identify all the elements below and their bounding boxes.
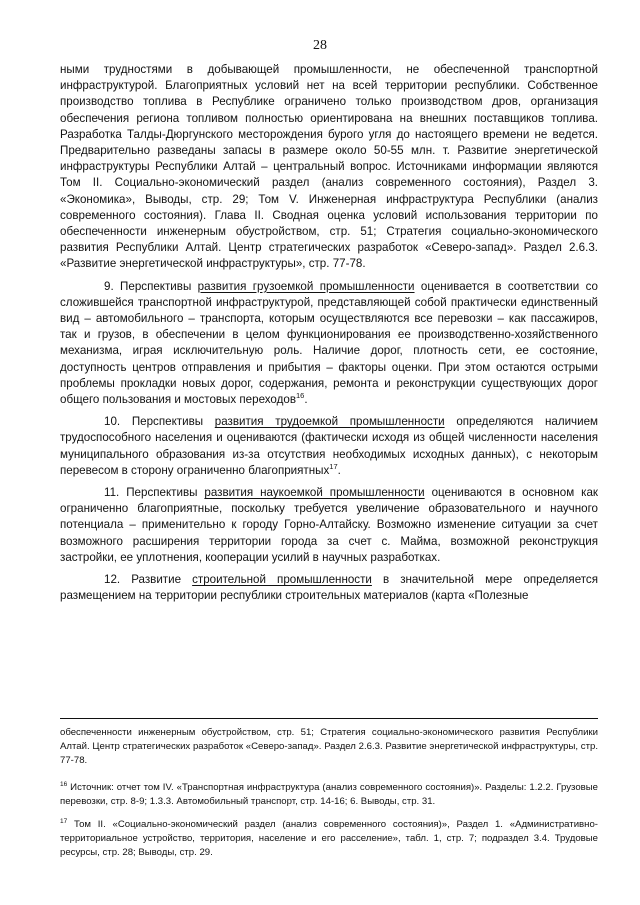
paragraph-12 bbox=[60, 572, 598, 604]
paragraph-text: ными трудностями в добывающей промышленности, не обеспеченной транспортной инфраструктурой. Благоприятных условий нет на всей территории республики. Собственное производство топлива в Республике ограничено только производством дров, организация обеспечения региона топливом полностью ориентирована на внешних поставщиков топлива. Разработка Талды-Дюргунского месторождения бурого угля до настоящего времени не ведется. Предварительно разведаны запасы в размере около 50-55 млн. т. Развитие энергетической инфраструктуры Республики Алтай – центральный вопрос. Источниками информации являются Том II. Социально-экономический раздел (анализ современного состояния), Раздел 3. «Экономика», Выводы, стр. 29; Том V. Инженерная инфраструктура Республики (анализ современного состояния). Глава II. Сводная оценка условий использования территории по обеспеченности инженерным обустройством, стр. 51; Стратегия социально-экономического развития Республики Алтай. Центр стратегических разработок «Северо-запад». Раздел 2.6.3. «Развитие энергетической инфраструктуры», стр. 77-78. bbox=[60, 63, 598, 271]
paragraph-text: оценивается в соответствии со сложившейся транспортной инфраструктурой, представляющей собой практически единственный вид – автомобильного – транспорта, которым осуществляются все перевозки – как пассажиров, так и грузов, в обеспечении в целом функционирования ее производственно-хозяйственного механизма, играя исключительную роль. Наличие дорог, плотность сети, ее состояние, доступность центров отправления и прибытия – факторы оценки. При этом остаются острыми проблемы прокладки новых дорог, содержания, ремонта и реконструкции существующих дорог общего пользования и мостовых переходов bbox=[60, 279, 598, 407]
main-text bbox=[60, 62, 598, 611]
footnote-divider bbox=[60, 718, 598, 719]
underlined-term: строительной промышленности bbox=[192, 573, 372, 587]
paragraph-11 bbox=[60, 485, 598, 566]
paragraph-lead: 9. Перспективы bbox=[104, 279, 198, 293]
paragraph-end: . bbox=[337, 463, 341, 477]
paragraph-lead: 10. Перспективы bbox=[104, 415, 215, 429]
paragraph-text: определяются наличием трудоспособного населения и оцениваются (фактически исходя из общей численности населения муниципального образования из-за отсутствия необходимых исходных данных), с некоторым перевесом в сторону ограниченно благоприятных bbox=[60, 415, 598, 477]
footnote-text: Том II. «Социально-экономический раздел (анализ современного состояния)», Раздел 1. «Административно-территориальное устройство, территория, население и его расселение», табл. 1, стр. 7; подраздел 3.4. Трудовые ресурсы, стр. 28; Выводы, стр. 29. bbox=[60, 819, 598, 858]
underlined-term: развития трудоемкой промышленности bbox=[214, 415, 445, 429]
underlined-term: развития наукоемкой промышленности bbox=[204, 486, 425, 500]
footnote-text: обеспеченности инженерным обустройством, стр. 51; Стратегия социально-экономического развития Республики Алтай. Центр стратегических разработок «Северо-запад». Раздел 2.6.3. Развитие энергетической инфраструктуры, стр. 77-78. bbox=[60, 727, 598, 766]
paragraph-text: в значительной мере определяется размещением на территории республики строительных материалов (карта «Полезные bbox=[60, 573, 599, 603]
paragraph-lead: 11. Перспективы bbox=[104, 486, 205, 500]
footnote-text: Источник: отчет том IV. «Транспортная инфраструктура (анализ современного состояния)». Разделы: 1.2.2. Грузовые перевозки, стр. 8-9; 1.3.3. Автомобильный транспорт, стр. 14-16; 6. Выводы, стр. 31. bbox=[60, 782, 598, 807]
paragraph-10 bbox=[60, 414, 598, 479]
paragraph-9 bbox=[60, 279, 598, 409]
footnote-16 bbox=[60, 781, 598, 809]
paragraph-continuation bbox=[60, 62, 598, 273]
footnote-mark: 17 bbox=[60, 817, 68, 825]
footnote-ref-17[interactable]: 17 bbox=[329, 462, 338, 472]
footnote-continuation bbox=[60, 726, 598, 768]
footnote-mark: 16 bbox=[60, 780, 68, 788]
paragraph-lead: 12. Развитие bbox=[104, 573, 193, 587]
paragraph-text: оцениваются в основном как ограниченно благоприятные, поскольку требуется увеличение образовательного и научного потенциала – применительно к городу Горно-Алтайску. Возможно изменение ситуации за счет возможного расширения территории города за счет с. Майма, возможной реконструкция застройки, ее уплотнения, кооперации усилий в научных разработках. bbox=[60, 486, 598, 564]
footnote-17 bbox=[60, 818, 598, 860]
underlined-term: развития грузоемкой промышленности bbox=[197, 279, 415, 293]
page-number: 28 bbox=[313, 38, 327, 53]
paragraph-end: . bbox=[304, 393, 308, 407]
footnotes bbox=[60, 726, 598, 869]
footnote-ref-16[interactable]: 16 bbox=[296, 391, 305, 401]
